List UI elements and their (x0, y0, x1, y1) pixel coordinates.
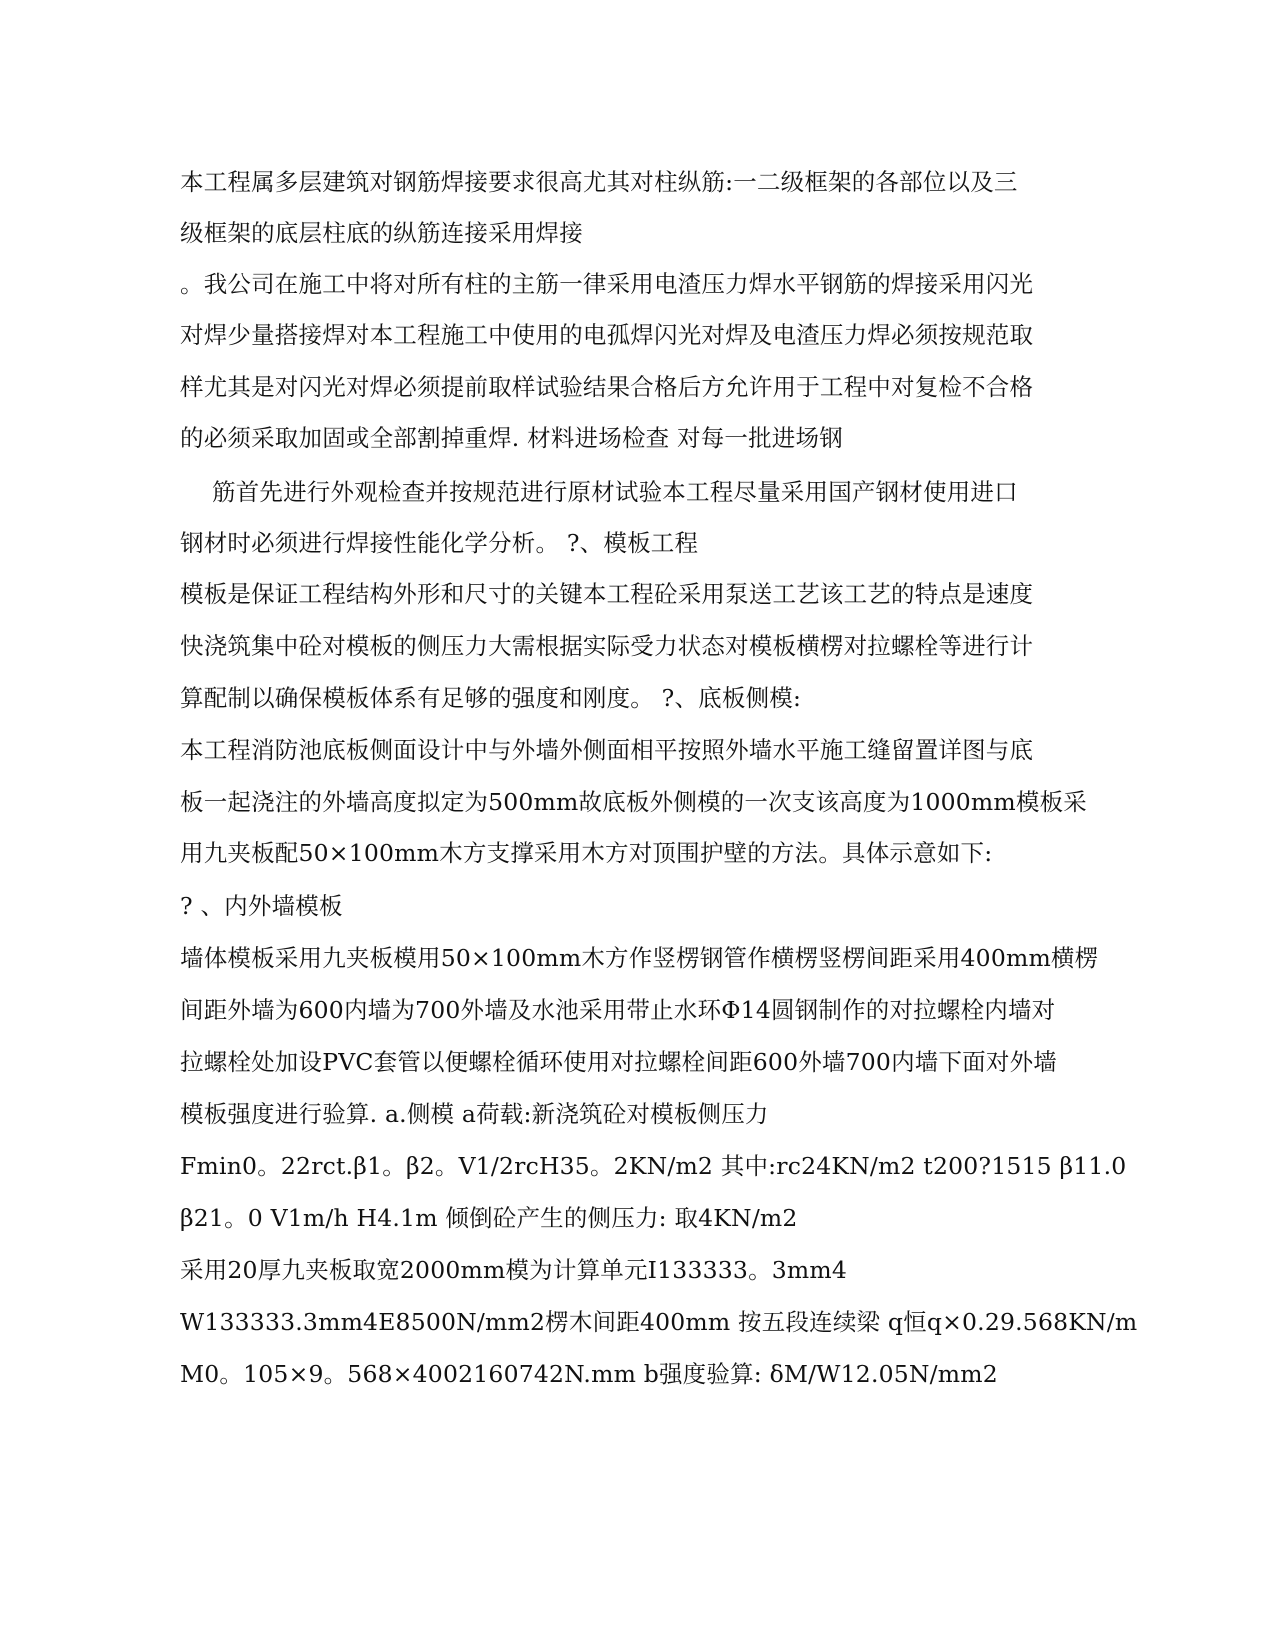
text-line-22: 采用20厚九夹板取宽2000mm模为计算单元I133333。3mm4 (180, 1256, 848, 1284)
text-line-3: 。我公司在施工中将对所有柱的主筋一律采用电渣压力焊水平钢筋的焊接采用闪光 (180, 270, 1034, 298)
text-line-15: ? 、内外墙模板 (180, 892, 343, 920)
text-line-23: W133333.3mm4E8500N/mm2楞木间距400mm 按五段连续梁 q恒q×0.29.568KN/m (180, 1308, 1138, 1336)
text-line-13: 板一起浇注的外墙高度拟定为500mm故底板外侧模的一次支该高度为1000mm模板采 (180, 788, 1087, 816)
text-line-9: 模板是保证工程结构外形和尺寸的关键本工程砼采用泵送工艺该工艺的特点是速度 (180, 580, 1034, 608)
text-line-20: Fmin0。22rct.β1。β2。V1/2rcH35。2KN/m2 其中:rc24KN/m2 t200?1515 β11.0 (180, 1152, 1127, 1180)
text-line-2: 级框架的底层柱底的纵筋连接采用焊接 (180, 219, 583, 247)
text-line-14: 用九夹板配50×100mm木方支撑采用木方对顶围护壁的方法。具体示意如下: (180, 839, 993, 867)
text-line-24: M0。105×9。568×4002160742N.mm b强度验算: δM/W12.05N/mm2 (180, 1360, 998, 1388)
text-line-21: β21。0 V1m/h H4.1m 倾倒砼产生的侧压力: 取4KN/m2 (180, 1204, 798, 1232)
text-line-5: 样尤其是对闪光对焊必须提前取样试验结果合格后方允许用于工程中对复检不合格 (180, 373, 1034, 401)
text-line-17: 间距外墙为600内墙为700外墙及水池采用带止水环Φ14圆钢制作的对拉螺栓内墙对 (180, 996, 1056, 1024)
text-line-1: 本工程属多层建筑对钢筋焊接要求很高尤其对柱纵筋:一二级框架的各部位以及三 (180, 168, 1018, 196)
text-line-19: 模板强度进行验算. a.侧模 a荷载:新浇筑砼对模板侧压力 (180, 1100, 769, 1128)
text-line-7: 筋首先进行外观检查并按规范进行原材试验本工程尽量采用国产钢材使用进口 (212, 478, 1018, 506)
text-line-16: 墙体模板采用九夹板模用50×100mm木方作竖楞钢管作横楞竖楞间距采用400mm横楞 (180, 944, 1099, 972)
text-line-11: 算配制以确保模板体系有足够的强度和刚度。 ?、底板侧模: (180, 684, 802, 712)
text-line-6: 的必须采取加固或全部割掉重焊. 材料进场检查 对每一批进场钢 (180, 424, 843, 452)
text-line-8: 钢材时必须进行焊接性能化学分析。 ?、模板工程 (180, 529, 699, 557)
text-line-10: 快浇筑集中砼对模板的侧压力大需根据实际受力状态对模板横楞对拉螺栓等进行计 (180, 632, 1034, 660)
text-line-4: 对焊少量搭接焊对本工程施工中使用的电孤焊闪光对焊及电渣压力焊必须按规范取 (180, 321, 1034, 349)
text-line-18: 拉螺栓处加设PVC套管以便螺栓循环使用对拉螺栓间距600外墙700内墙下面对外墙 (180, 1048, 1057, 1076)
text-line-12: 本工程消防池底板侧面设计中与外墙外侧面相平按照外墙水平施工缝留置详图与底 (180, 736, 1034, 764)
